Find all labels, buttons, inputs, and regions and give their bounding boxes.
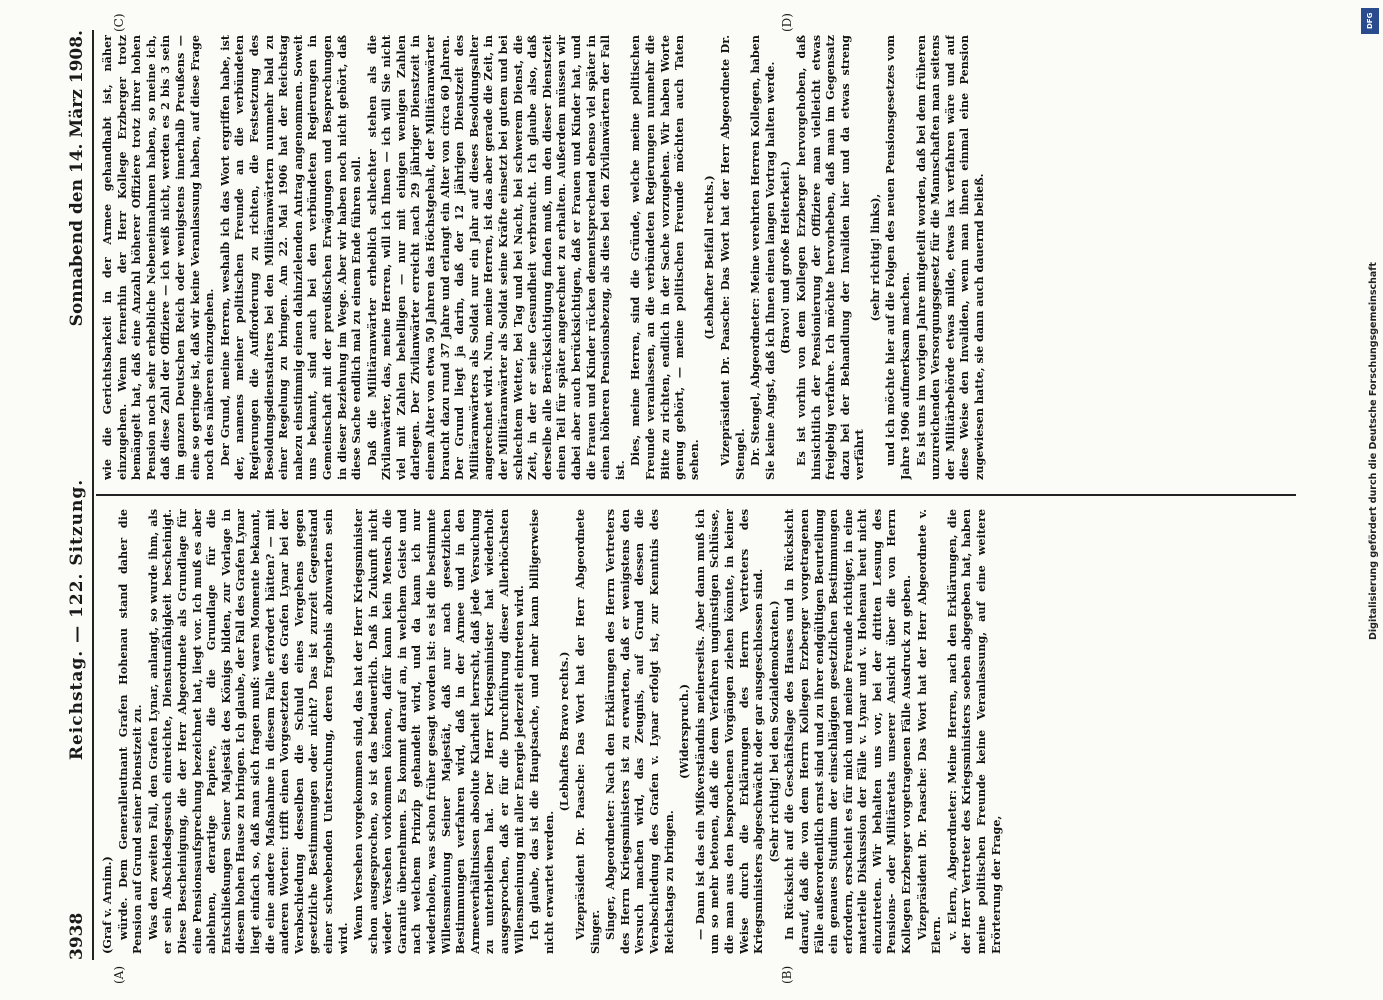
right-text-column: [100, 35, 1300, 480]
paragraph: (Widerspruch.): [677, 683, 692, 780]
paragraph: (sehr richtig! links),: [867, 193, 882, 322]
paragraph: Vizepräsident Dr. Paasche: Das Wort hat der Herr Abgeordnete v. Elern.: [914, 509, 944, 954]
session-title: Reichstag. — 122. Sitzung.: [67, 478, 87, 761]
paragraph: Der Grund, meine Herren, weshalb ich das Wort ergriffen habe, ist der, namens meiner politischen Freunde an die verbündeten Regierungen die Aufforderung zu richten, die Festsetzung des Besoldungsdienstalters bei den Militäranwärtern nunmehr bald zu einer Regelung zu bringen. Am 22. Mai 1906 hat der Reichstag nahezu einstimmig einen dahinzielenden Antrag angenommen. Soweit uns bekannt, sind auch bei den verbündeten Regierungen in Gemeinschaft mit der preußischen Erwägungen und Besprechungen in dieser Beziehung im Wege. Aber wir haben noch nicht gehört, daß diese Sache endlich mal zu einem Ende führen soll.: [217, 35, 364, 480]
margin-marker-c: (C): [112, 13, 126, 32]
column-divider: [96, 494, 1296, 496]
paragraph: (Bravo! und große Heiterkeit.): [778, 161, 793, 354]
paragraph: würde. Dem Generalleutnant Grafen Hohenau stand daher die Pension auf Grund seiner Dienstzeit zu.: [115, 509, 145, 954]
left-text-column: [100, 509, 1300, 954]
paragraph: und ich möchte hier auf die Folgen des neuen Pensionsgesetzes vom Jahre 1906 aufmerksam machen.: [883, 35, 913, 480]
paragraph: Dr. Stengel, Abgeordneter: Meine verehrten Herren Kollegen, haben Sie keine Angst, daß ich Ihnen einen langen Vortrag halten werde.: [748, 35, 777, 480]
page-number: 3938: [67, 912, 87, 960]
header-rule: [92, 30, 94, 960]
paragraph: Es ist vorhin von dem Kollegen Erzberger hervorgehoben, daß hinsichtlich der Pensionierung der Offiziere man vielleicht etwas freigebig verfahre. Ich möchte hervorheben, daß man im Gegensatz dazu bei der Behandlung der Invaliden hier und da etwas streng verfährt: [793, 35, 867, 480]
margin-marker-d: (D): [780, 13, 794, 32]
rotated-document-page: [20, 13, 1320, 984]
paragraph: v. Elern, Abgeordneter: Meine Herren, nach den Erklärungen, die der Herr Vertreter des Kriegsministers soeben abgegeben hat, haben meine politischen Freunde keine Veranlassung, auf eine weitere Erörterung der Frage,: [944, 509, 1003, 954]
page-date: Sonnabend den 14. März 1908.: [67, 30, 87, 327]
paragraph: (Lebhaftes Bravo rechts.): [557, 651, 572, 812]
paragraph: Vizepräsident Dr. Paasche: Das Wort hat der Herr Abgeordnete Dr. Stengel.: [717, 35, 747, 480]
page-header: [64, 30, 90, 960]
margin-marker-a: (A): [112, 965, 126, 984]
paragraph: wie die Gerichtsbarkeit in der Armee gehandhabt ist, näher einzugehen. Wenn fernerhin der Herr Kollege Erzberger trotz bemängelt hat, daß eine Anzahl höherer Offiziere trotz ihrer hohen Pension noch sehr erhebliche Nebeneinnahmen haben, so meine ich, daß diese Zahl der Offiziere — ich weiß nicht, werden es 2 bis 3 sein im ganzen Deutschen Reich oder wenigstens innerhalb Preußens — eine so geringe ist, daß wir keine Veranlassung haben, auf diese Frage noch des näheren einzugehen.: [100, 35, 217, 480]
paragraph: Vizepräsident Dr. Paasche: Das Wort hat der Herr Abgeordnete Singer.: [573, 509, 602, 954]
margin-marker-b: (B): [780, 965, 794, 984]
paragraph: Daß die Militäranwärter erheblich schlechter stehen als die Zivilanwärter, das, meine Herren, will ich Ihnen — ich will Sie nicht viel mit Zahlen behelligen — nur mit einigen wenigen Zahlen darlegen. Der Zivilanwärter erreicht nach 29 jähriger Dienstzeit in einem Alter von etwa 50 Jahren das Höchstgehalt, der Militäranwärter braucht dazu rund 37 Jahre und erlangt ein Alter von circa 60 Jahren. Der Grund liegt ja darin, daß der 12 jährigen Dienstzeit des Militäranwärters als Soldat nur ein Jahr auf dieses Besoldungsalter angerechnet wird. Nun, meine Herren, ist das aber gerade die Zeit, in der Militäranwärter als Soldat seine Kräfte einsetzt bei gutem und bei schlechtem Wetter, bei Tag und bei Nacht, bei schwerem Dienst, die Zeit, in der er seine Gesundheit verbraucht. Ich glaube also, daß derselbe alle Berücksichtigung finden muß, um den dieser Dienstzeit einen Teil für später angerechnet zu erhalten. Außerdem müssen wir dabei aber auch berücksichtigen, daß er Frauen und Kinder hat, und die Frauen und Kinder rücken dementsprechend ebenso viel später in einen höheren Pensionsbezug, als dies bei den Zivilanwärtern der Fall ist.: [364, 35, 627, 480]
dfg-logo: DFG: [1361, 8, 1379, 34]
paragraph: (Sehr richtig! bei den Sozialdemokraten.): [766, 600, 781, 863]
paragraph: Wenn Versehen vorgekommen sind, das hat der Herr Kriegsminister schon ausgesprochen, so ist das bedauerlich. Daß in Zukunft nicht wieder Versehen vorkommen können, dafür kann kein Mensch die Garantie übernehmen. Es kommt darauf an, in welchem Geiste und nach welchem Prinzip gehandelt wird, und da kann ich nur wiederholen, was schon früher gesagt worden ist: es ist die bestimmte Willensmeinung Seiner Majestät, daß nur nach gesetzlichen Bestimmungen verfahren wird, daß in der Armee und in den Armeeverhältnissen absolute Klarheit herrscht, daß jede Versuchung zu unterbleiben hat. Der Herr Kriegsminister hat wiederholt ausgesprochen, daß er für die Durchführung dieser Allerhöchsten Willensmeinung mit aller Energie jederzeit eintreten wird.: [351, 509, 526, 954]
paragraph: Ich glaube, das ist die Hauptsache, und mehr kann billigerweise nicht erwartet werden.: [527, 509, 556, 954]
paragraph: — Dann ist das ein Mißverständnis meinerseits. Aber dann muß ich um so mehr betonen, daß die dem Verfahren ungünstigen Schlüsse, die man aus den besprochenen Vorgängen ziehen könnte, in keiner Weise durch die Erklärungen des Herrn Vertreters des Kriegsministers abgeschwächt oder gar ausgeschlossen sind.: [692, 509, 766, 954]
digitization-credit: Digitalisierung gefördert durch die Deutsche Forschungsgemeinschaft: [1368, 262, 1379, 640]
paragraph: Es ist uns im vorigen Jahre mitgeteilt worden, daß bei dem früheren unzureichenden Versorgungsgesetz für die Mannschaften man seitens der Militärbehörde etwas milde, etwas lax verfahren wäre und auf diese Weise den Invaliden, wenn man ihnen einmal eine Pension zugewiesen hatte, sie dann auch dauernd beließ.: [913, 35, 987, 480]
paragraph: Singer, Abgeordneter: Nach den Erklärungen des Herrn Vertreters des Herrn Kriegsministers ist zu erwarten, daß er wenigstens den Versuch machen wird, das Zeugnis, auf Grund dessen die Verabschiedung des Grafen v. Lynar erfolgt ist, zur Kenntnis des Reichstags zu bringen.: [603, 509, 676, 954]
paragraph: (Lebhafter Beifall rechts.): [702, 175, 717, 340]
paragraph: In Rücksicht auf die Geschäftslage des Hauses und in Rücksicht darauf, daß die von dem Herrn Kollegen Erzberger vorgetragenen Fälle außerordentlich ernst sind und zu ihrer endgültigen Beurteilung ein genaues Studium der einschlägigen gesetzlichen Bestimmungen erfordern, erscheint es für mich und meine Freunde richtiger, in eine materielle Diskussion der Fälle v. Lynar und v. Hohenau heut nicht einzutreten. Wir behalten uns vor, bei der dritten Lesung des Pensions- oder Militäretats unserer Ansicht über die von Herrn Kollegen Erzberger vorgetragenen Fälle Ausdruck zu geben.: [782, 509, 914, 954]
paragraph: (Graf v. Arnim.): [100, 856, 114, 954]
paragraph: Was den zweiten Fall, den Grafen Lynar, anlangt, so wurde ihm, als er sein Abschiedsgesuch einreichte, Dienstunfähigkeit bescheinigt. Diese Bescheinigung, die der Herr Abgeordnete als Grundlage für eine Pensionsaufsprechung bezeichnet hat, liegt vor. Ich muß es aber ablehnen, derartige Papiere, die die Grundlage für die Entschließungen Seiner Majestät des Königs bilden, zur Vorlage in diesem hohen Hause zu bringen. Ich glaube, der Fall des Grafen Lynar liegt einfach so, daß man sich fragen muß: waren Momente bekannt, die eine andere Maßnahme in diesem Falle erfordert hätten? — mit anderen Worten: trifft einen Vorgesetzten des Grafen Lynar bei der Verabschiedung desselben die Schuld eines Vergehens gegen gesetzliche Bestimmungen oder nicht? Das ist zurzeit Gegenstand einer schwebenden Untersuchung, deren Ergebnis abzuwarten sein wird.: [145, 509, 350, 954]
paragraph: Dies, meine Herren, sind die Gründe, welche meine politischen Freunde veranlassen, an die verbündeten Regierungen nunmehr die Bitte zu richten, endlich in der Sache vorzugehen. Wir haben Worte genug gehört, — meine politischen Freunde möchten auch Taten sehen.: [628, 35, 701, 480]
